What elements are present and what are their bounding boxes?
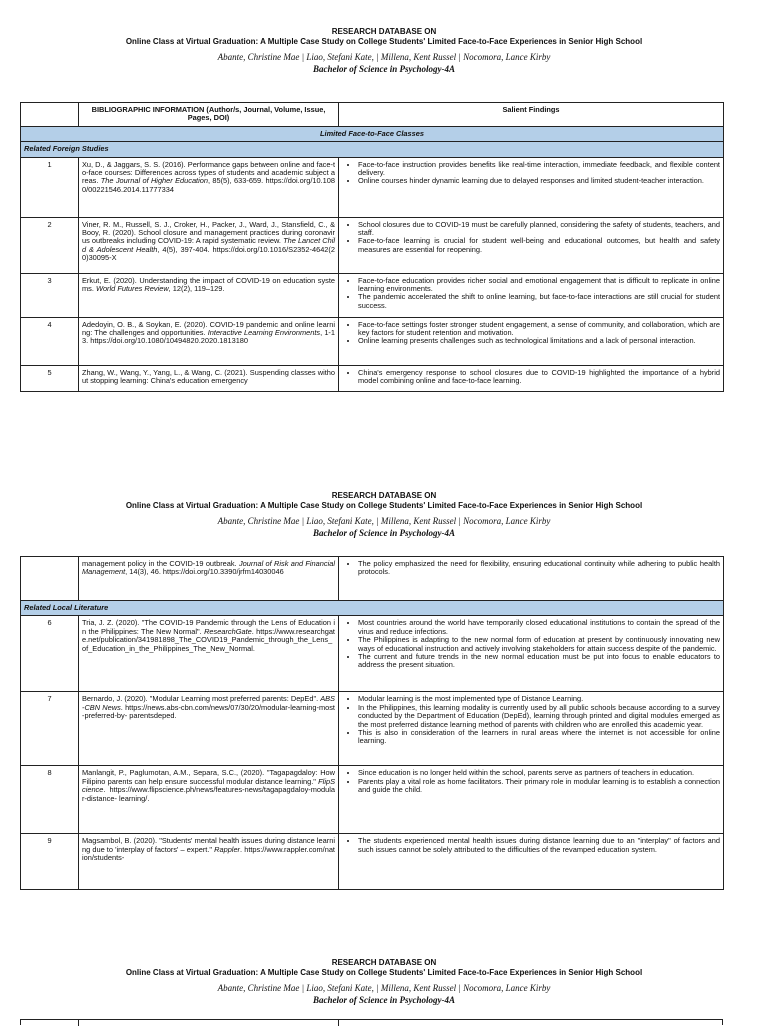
table-row [21, 273, 724, 317]
finding-item: • Face-to-face learning is crucial for student well-being and educational outcomes, but health and safety measures are essential for reopening. [358, 237, 720, 254]
header-title: RESEARCH DATABASE ON [331, 27, 437, 36]
section-band-row [21, 126, 724, 141]
findings-cell [339, 692, 724, 766]
findings-cell [339, 273, 724, 317]
findings-list [342, 769, 720, 794]
table-row [21, 616, 724, 692]
page1-rows [21, 157, 724, 391]
header-program: Bachelor of Science in Psychology-4A [313, 528, 455, 538]
bibliographic-cell [79, 217, 339, 273]
bibliographic-cell [79, 557, 339, 601]
finding-item: • Parents play a vital role as home facilitators. Their primary role in modular learning is to establish a connection and guide the child. [358, 778, 720, 795]
entry-number: 9 [21, 834, 79, 890]
findings-list [342, 695, 720, 745]
page-header [0, 491, 768, 539]
findings-cell [339, 365, 724, 391]
page-header [0, 27, 768, 75]
citation-text: , 4(5), 397-404. https://doi.org/10.1016/S2352-4642(20)30095-X [82, 244, 335, 263]
entry-number: 2 [21, 217, 79, 273]
bibliographic-cell [79, 365, 339, 391]
findings-list [342, 221, 720, 255]
finding-item: • Online courses hinder dynamic learning due to delayed responses and limited student-teacher interaction. [358, 177, 720, 185]
findings-cell [339, 616, 724, 692]
findings-cell [339, 766, 724, 834]
findings-list [342, 619, 720, 669]
findings-column-header: Salient Findings [339, 103, 724, 127]
citation-text: Viner, R. M., Russell, S. J., Croker, H., Packer, J., Ward, J., Stansfield, C., & Booy, R. (2020). School closure and management practices during coronavirus outbreaks including COVID-19: A rapid systematic review. [82, 219, 335, 246]
bibliographic-cell [79, 273, 339, 317]
bibliographic-cell [79, 157, 339, 217]
citation-text: . https://news.abs-cbn.com/news/07/30/20/modular-learning-most-preferred-by- parentsdeped. [82, 702, 335, 721]
table-row [21, 557, 724, 601]
citation-text: Magsambol, B. (2020). "Students' mental health issues during distance learning due to 'interplay of factors' – expert." [82, 836, 335, 854]
table-row [21, 157, 724, 217]
bibliographic-cell [79, 834, 339, 890]
citation-text: Erkut, E. (2020). Understanding the impact of COVID-19 on education systems. [82, 275, 335, 294]
entry-number: 3 [21, 273, 79, 317]
finding-item: • The policy emphasized the need for flexibility, ensuring educational continuity while adhering to public health protocols. [358, 560, 720, 577]
header-subtitle: Online Class at Virtual Graduation: A Multiple Case Study on College Students' Limited Face-to-Face Experiences in Senior High School [125, 37, 643, 46]
entry-number: 6 [21, 616, 79, 692]
findings-cell [339, 217, 724, 273]
table-row [21, 766, 724, 834]
header-subtitle: Online Class at Virtual Graduation: A Multiple Case Study on College Students' Limited Face-to-Face Experiences in Senior High School [125, 968, 643, 977]
table-row [21, 317, 724, 365]
header-authors: Abante, Christine Mae | Liao, Stefani Kate, | Millena, Kent Russel | Nocomora, Lance Kirby [217, 516, 551, 526]
citation-text: Xu, D., & Jaggars, S. S. (2016). Performance gaps between online and face-to-face courses: Differences across types of students and academic subject areas. [82, 159, 335, 186]
page2-rows [21, 616, 724, 890]
findings-cell [339, 157, 724, 217]
finding-item: • Face-to-face instruction provides benefits like real-time interaction, immediate feedback, and flexible content delivery. [358, 161, 720, 178]
research-table [20, 556, 724, 890]
table-top-border [20, 1019, 723, 1025]
header-authors: Abante, Christine Mae | Liao, Stefani Kate, | Millena, Kent Russel | Nocomora, Lance Kirby [217, 52, 551, 62]
findings-list [342, 837, 720, 854]
finding-item: • The students experienced mental health issues during distance learning due to an "interplay" of factors and such issues cannot be solely attributed to the difficulties of the revamped education system. [358, 837, 720, 854]
continued-row [21, 557, 724, 601]
journal-name: Rappler [214, 844, 241, 854]
journal-name: ABS-CBN News [82, 694, 335, 712]
findings-cell [339, 557, 724, 601]
subsection-local-label: Related Local Literature [21, 601, 724, 616]
finding-item: • Online learning presents challenges such as technological limitations and a lack of personal interaction. [358, 337, 720, 345]
header-title: RESEARCH DATABASE ON [331, 958, 437, 967]
journal-name: World Futures Review [95, 284, 169, 294]
bibliographic-cell [79, 766, 339, 834]
page-header [0, 958, 768, 1006]
journal-name: The Lancet Child & Adolescent Health [82, 236, 335, 254]
section-band-label: Limited Face-to-Face Classes [21, 126, 724, 141]
number-column-header [21, 103, 79, 127]
subsection-row [21, 142, 724, 157]
finding-item: • In the Philippines, this learning modality is currently used by all public schools because according to a survey conducted by the Department of Education (DepEd), learning through printed and digital modules emerged as the most preferred distance learning method of parents with children who are enrolled this academic year. [358, 704, 720, 729]
finding-item: • Face-to-face settings foster stronger student engagement, a sense of community, and collaboration, which are key factors for student retention and motivation. [358, 321, 720, 338]
finding-item: • The current and future trends in the new normal education must be put into focus to enable educators to address the present situation. [358, 653, 720, 670]
citation-text: Manlangit, P., Paglumotan, A.M., Separa, S.C., (2020). "Tagapagdaloy: How Filipino parents can help ensure successful modular distance learning." [82, 768, 335, 786]
findings-cell [339, 317, 724, 365]
journal-name: Journal of Risk and Financial Management [82, 559, 335, 577]
bibliographic-cell [79, 692, 339, 766]
journal-name: ResearchGate [204, 626, 252, 636]
findings-list [342, 369, 720, 386]
findings-list [342, 161, 720, 186]
citation-text: , 12(2), 119–129. [168, 284, 225, 294]
finding-item: • School closures due to COVID-19 must be carefully planned, considering the safety of students, teachers, and staff. [358, 221, 720, 238]
entry-number: 5 [21, 365, 79, 391]
header-program: Bachelor of Science in Psychology-4A [313, 995, 455, 1005]
citation-text: , 1-13. https://doi.org/10.1080/10494820.2020.1813180 [82, 328, 336, 346]
entry-number: 4 [21, 317, 79, 365]
findings-cell [339, 834, 724, 890]
findings-list [342, 277, 720, 311]
bibliographic-cell [79, 616, 339, 692]
citation-text: Adedoyin, O. B., & Soykan, E. (2020). COVID-19 pandemic and online learning: The challenges and opportunities. [82, 319, 335, 338]
entry-number: 7 [21, 692, 79, 766]
table-row [21, 365, 724, 391]
finding-item: • Modular learning is the most implemented type of Distance Learning. [358, 695, 720, 703]
header-program: Bachelor of Science in Psychology-4A [313, 64, 455, 74]
citation-text: . https://www.flipscience.ph/news/features-news/tagapagdaloy-modular-distance- learning/. [82, 785, 335, 803]
citation-text: , 85(5), 633-659. https://doi.org/10.1080/00221546.2014.11777334 [82, 176, 335, 194]
finding-item: • Most countries around the world have temporarily closed educational institutions to contain the spread of the virus and reduce infections. [358, 619, 720, 636]
bibliographic-column-header: BIBLIOGRAPHIC INFORMATION (Author/s, Journal, Volume, Issue, Pages, DOI) [79, 103, 339, 127]
citation-text: management policy in the COVID-19 outbreak. [82, 559, 239, 568]
finding-item: • This is also in consideration of the learners in rural areas where the internet is not accessible for online learning. [358, 729, 720, 746]
subsection-row [21, 601, 724, 616]
finding-item: • Face-to-face education provides richer social and emotional engagement that is difficult to replicate in online learning environments. [358, 277, 720, 294]
journal-name: FlipScience [82, 776, 335, 795]
findings-list [342, 560, 720, 577]
header-title: RESEARCH DATABASE ON [331, 491, 437, 500]
header-subtitle: Online Class at Virtual Graduation: A Multiple Case Study on College Students' Limited Face-to-Face Experiences in Senior High School [125, 501, 643, 510]
findings-list [342, 321, 720, 346]
entry-number: 1 [21, 157, 79, 217]
table-row [21, 217, 724, 273]
citation-text: , 14(3), 46. https://doi.org/10.3390/jrfm14030046 [125, 567, 284, 577]
entry-number: 8 [21, 766, 79, 834]
citation-text: Bernardo, J. (2020). "Modular Learning most preferred parents: DepEd". [82, 694, 321, 704]
citation-text: . https://www.rappler.com/nation/students- [82, 844, 335, 863]
finding-item: • Since education is no longer held within the school, parents serve as partners of teachers in education. [358, 769, 720, 777]
table-header-row [21, 103, 724, 127]
finding-item: • China's emergency response to school closures due to COVID-19 highlighted the importance of a hybrid model combining online and face-to-face learning. [358, 369, 720, 386]
header-authors: Abante, Christine Mae | Liao, Stefani Kate, | Millena, Kent Russel | Nocomora, Lance Kirby [217, 983, 551, 993]
entry-number [21, 557, 79, 601]
citation-text: Zhang, W., Wang, Y., Yang, L., & Wang, C. (2021). Suspending classes without stopping learning: China's education emergency [82, 367, 335, 386]
table-row [21, 692, 724, 766]
citation-text: Tria, J. Z. (2020). "The COVID-19 Pandemic through the Lens of Education in the Philippines: The New Normal". [82, 618, 335, 636]
research-table [20, 102, 724, 392]
bibliographic-cell [79, 317, 339, 365]
table-row [21, 834, 724, 890]
finding-item: • The Philippines is adapting to the new normal form of education at present by continuously innovating new ways of educational instruction and actively involving stakeholders for attain success despite of the pandemic. [358, 636, 720, 653]
journal-name: The Journal of Higher Education [100, 176, 208, 186]
subsection-foreign-label: Related Foreign Studies [21, 142, 724, 157]
journal-name: Interactive Learning Environments [207, 328, 321, 338]
finding-item: • The pandemic accelerated the shift to online learning, but face-to-face interactions are still crucial for student success. [358, 293, 720, 310]
citation-text: . https://www.researchgate.net/publication/341981898_The_COVID19_Pandemic_through_the_Lens_of_Education_in_the_Philippines_The_New_Normal. [82, 626, 335, 653]
